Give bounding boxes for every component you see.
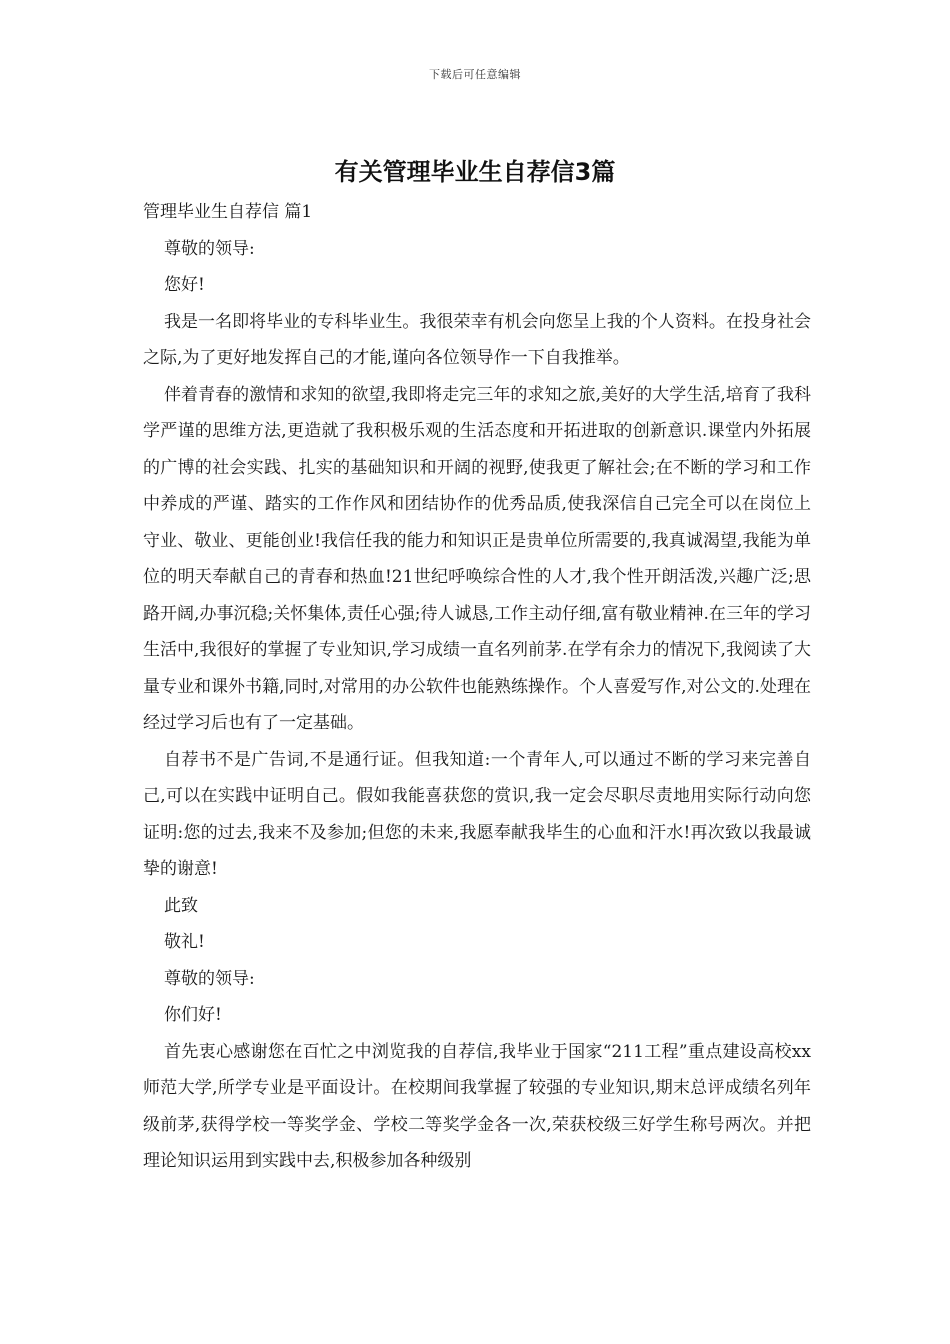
- letter1-paragraph: 伴着青春的激情和求知的欲望,我即将走完三年的求知之旅,美好的大学生活,培育了我科学严谨的思维方法,更造就了我积极乐观的生活态度和开拓进取的创新意识.课堂内外拓展的广博的社会实践、扎实的基础知识和开阔的视野,使我更了解社会;在不断的学习和工作中养成的严谨、踏实的工作作风和团结协作的优秀品质,使我深信自己完全可以在岗位上守业、敬业、更能创业!我信任我的能力和知识正是贵单位所需要的,我真诚渴望,我能为单位的明天奉献自己的青春和热血!21世纪呼唤综合性的人才,我个性开朗活泼,兴趣广泛;思路开阔,办事沉稳;关怀集体,责任心强;待人诚恳,工作主动仔细,富有敬业精神.在三年的学习生活中,我很好的掌握了专业知识,学习成绩一直名列前茅.在学有余力的情况下,我阅读了大量专业和课外书籍,同时,对常用的办公软件也能熟练操作。个人喜爱写作,对公文的.处理在经过学习后也有了一定基础。: [143, 384, 811, 733]
- letter2-paragraph: 首先衷心感谢您在百忙之中浏览我的自荐信,我毕业于国家“211工程”重点建设高校xx师范大学,所学专业是平面设计。在校期间我掌握了较强的专业知识,期末总评成绩名列年级前茅,获得学校一等奖学金、学校二等奖学金各一次,荣获校级三好学生称号两次。并把理论知识运用到实践中去,积极参加各种级别: [143, 1041, 811, 1171]
- section-heading: 管理毕业生自荐信 篇1: [143, 202, 313, 222]
- letter2-greeting: 你们好!: [164, 1005, 222, 1025]
- letter1-greeting: 您好!: [164, 275, 205, 295]
- letter1-paragraph: 我是一名即将毕业的专科毕业生。我很荣幸有机会向您呈上我的个人资料。在投身社会之际,为了更好地发挥自己的才能,谨向各位领导作一下自我推举。: [143, 311, 811, 368]
- letter1-closing: 此致: [164, 895, 198, 916]
- letter1-salutation: 尊敬的领导:: [164, 238, 255, 259]
- header-note: 下载后可任意编辑: [429, 68, 521, 81]
- letter2-salutation: 尊敬的领导:: [164, 968, 255, 989]
- document-title: 有关管理毕业生自荐信3篇: [334, 158, 616, 186]
- letter1-paragraph: 自荐书不是广告词,不是通行证。但我知道:一个青年人,可以通过不断的学习来完善自己,可以在实践中证明自己。假如我能喜获您的赏识,我一定会尽职尽责地用实际行动向您证明:您的过去,我来不及参加;但您的未来,我愿奉献我毕生的心血和汗水!再次致以我最诚挚的谢意!: [143, 749, 811, 879]
- letter1-regards: 敬礼!: [164, 932, 205, 952]
- document-body: [143, 194, 811, 1180]
